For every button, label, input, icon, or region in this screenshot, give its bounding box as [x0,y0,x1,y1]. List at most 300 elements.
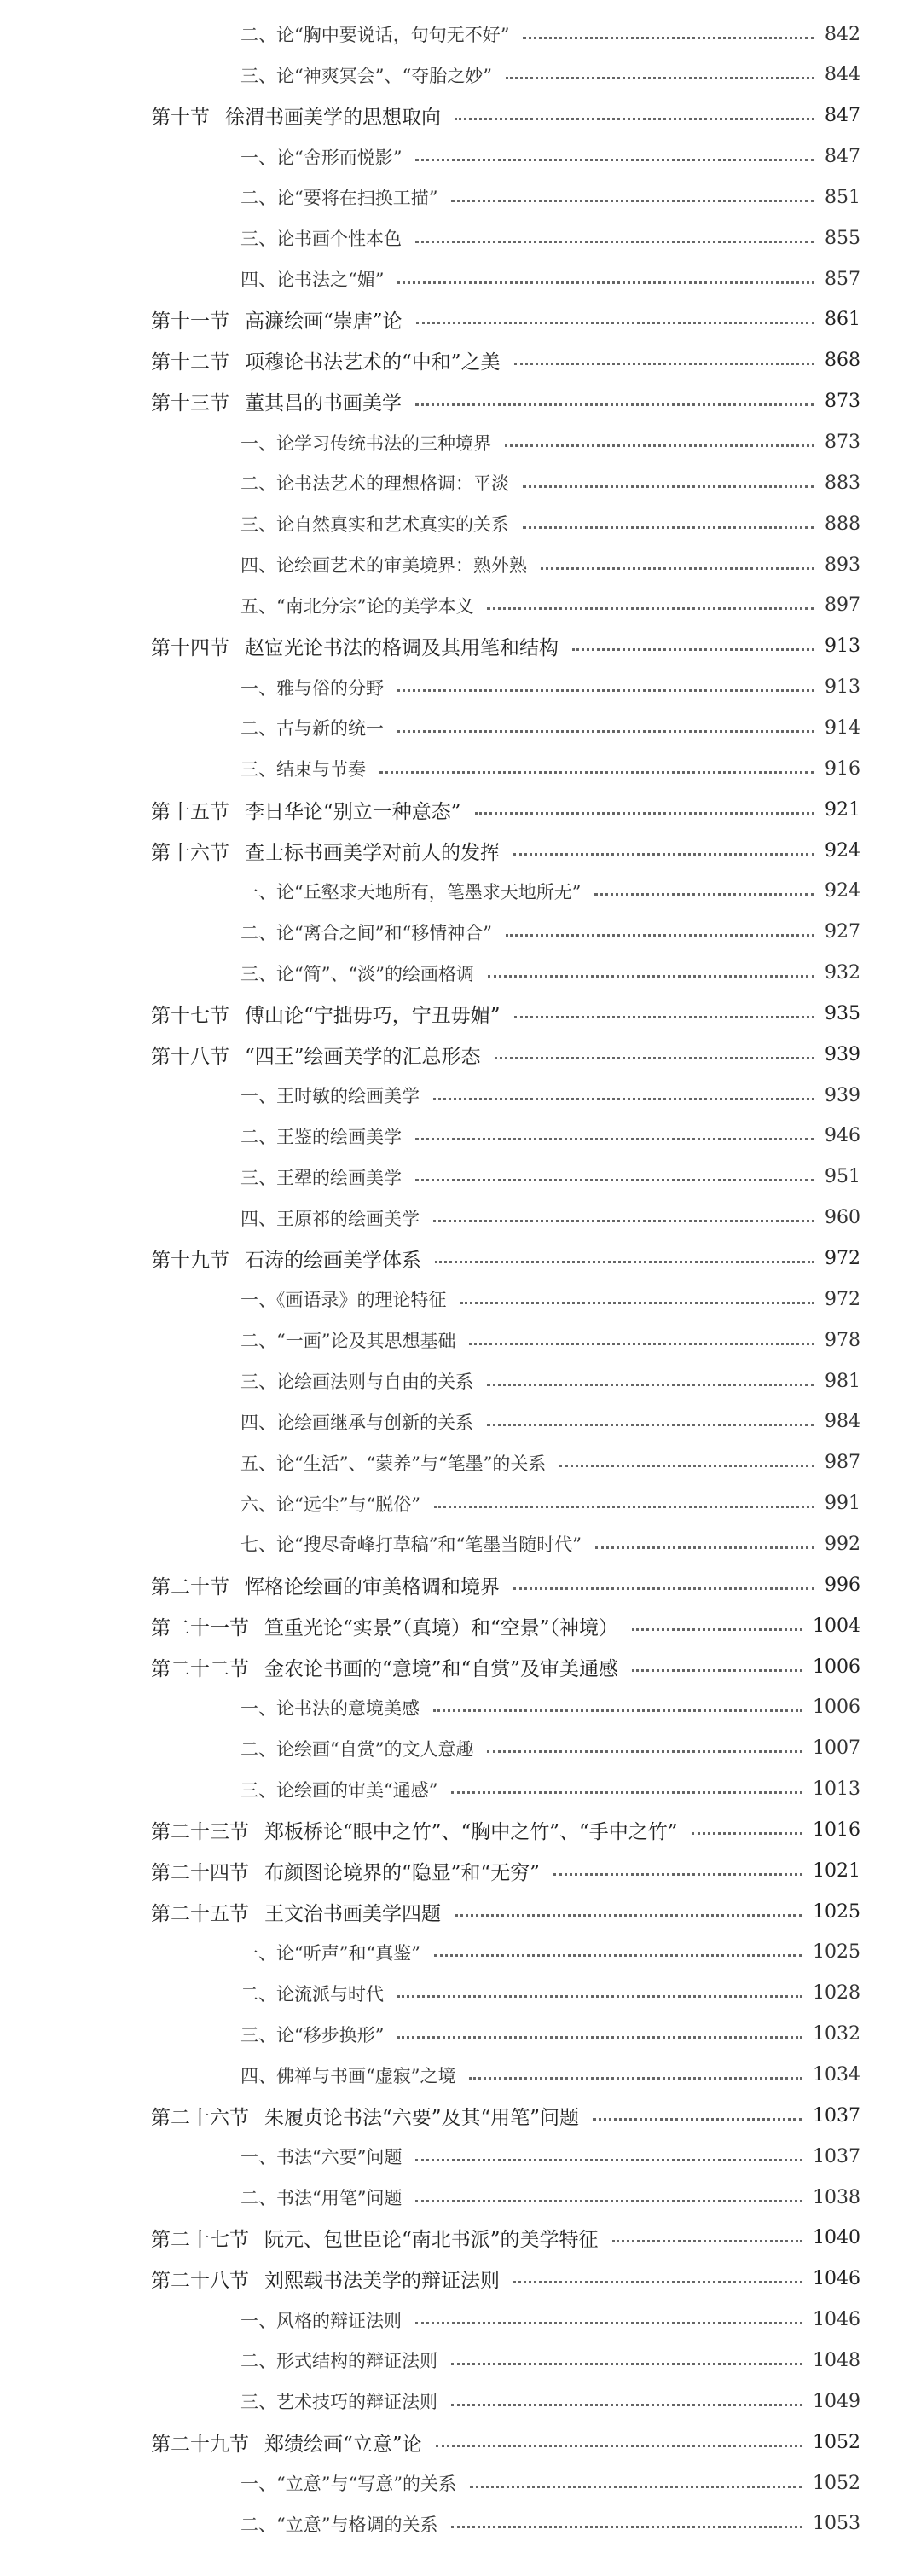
section-number: 第十五节 [151,800,229,823]
dot-leader [612,2240,802,2242]
page-number: 873 [825,391,860,413]
page-number: 932 [825,962,860,984]
section-number: 第二十七节 [151,2229,249,2252]
section-number: 第十四节 [151,637,229,660]
entry-title: 阮元、包世臣论“南北书派”的美学特征 [264,2229,599,2252]
page-number: 960 [825,1207,860,1229]
toc-entry-label [240,1368,473,1394]
toc-entry-label [240,184,437,210]
toc-subsection-entry[interactable] [240,2180,860,2214]
dot-leader [451,200,814,202]
toc-entry-label [240,1531,582,1557]
toc-subsection-entry[interactable] [240,548,860,582]
entry-title: 一、论“听声”和“真鉴” [240,1942,420,1964]
page-number: 857 [825,268,860,290]
section-number: 第十八节 [151,1045,229,1068]
entry-title: 高濂绘画“崇唐”论 [245,310,403,334]
entry-title: 三、艺术技巧的辩证法则 [240,2392,437,2413]
toc-entry-label [240,920,492,945]
toc-subsection-entry[interactable] [240,589,860,623]
toc-subsection-entry[interactable] [240,1976,860,2010]
dot-leader [541,567,814,570]
toc-entry-label [240,225,402,251]
toc-entry-label [240,1491,420,1517]
toc-entry-label [240,2347,437,2373]
entry-title: 二、论书法艺术的理想格调：平淡 [240,473,509,495]
toc-subsection-entry[interactable] [240,1446,860,1480]
toc-entry-label [151,2265,500,2293]
dot-leader [469,1343,814,1345]
toc-entry-label [240,430,491,455]
entry-title: 赵宧光论书法的格调及其用笔和结构 [245,637,559,660]
toc-subsection-entry[interactable] [240,1487,860,1521]
page-number: 1052 [813,2431,860,2453]
toc-subsection-entry[interactable] [240,2507,860,2541]
toc-section-entry[interactable] [151,1568,860,1602]
toc-subsection-entry[interactable] [240,17,860,51]
dot-leader [433,1098,814,1100]
entry-title: 七、论“搜尽奇峰打草稿”和“笔墨当随时代” [240,1535,582,1556]
toc-section-entry[interactable] [151,792,860,827]
dot-leader [416,322,814,324]
page-number: 1025 [813,1900,860,1923]
dot-leader [514,363,814,365]
toc-section-entry[interactable] [151,344,860,378]
entry-title: 四、王原祁的绘画美学 [240,1208,420,1229]
toc-entry-label [151,2224,599,2252]
dot-leader [488,975,814,978]
page-number: 873 [825,432,860,453]
dot-leader [594,893,814,896]
entry-title: 徐渭书画美学的思想取向 [225,107,441,130]
dot-leader [487,1424,814,1426]
toc-entry-label [240,675,384,700]
page-number: 1052 [813,2472,860,2494]
toc-entry-label [151,102,441,130]
dot-leader [415,403,814,406]
toc-entry-label [151,387,402,415]
toc-subsection-entry[interactable] [240,1732,860,1766]
entry-title: 一、《画语录》的理论特征 [240,1290,447,1311]
dot-leader [595,1546,814,1549]
page-number: 1016 [813,1819,860,1841]
page-number: 987 [825,1452,860,1474]
section-number: 第二十节 [151,1575,229,1598]
toc-section-entry[interactable] [151,2221,860,2255]
page-number: 1028 [813,1982,860,2005]
page-number: 1038 [813,2186,860,2208]
entry-title: 一、论“丘壑求天地所有，笔墨求天地所无” [240,881,582,902]
dot-leader [632,1669,802,1672]
toc-entry-label [240,2511,437,2537]
toc-entry-label [240,593,473,618]
dot-leader [487,1750,802,1753]
entry-title: 六、论“远尘”与“脱俗” [240,1494,420,1515]
dot-leader [434,1506,814,1508]
toc-subsection-entry[interactable] [240,1119,860,1153]
toc-subsection-entry[interactable] [240,711,860,745]
toc-subsection-entry[interactable] [240,1323,860,1357]
dot-leader [451,1791,802,1794]
page-number: 1049 [813,2390,860,2412]
page-number: 1006 [813,1656,860,1678]
section-number: 第二十五节 [151,1902,249,1925]
toc-subsection-entry[interactable] [240,956,860,990]
entry-title: 三、王翚的绘画美学 [240,1167,402,1188]
dot-leader [415,241,814,243]
entry-title: 恽格论绘画的审美格调和境界 [245,1575,500,1598]
dot-leader [475,812,814,815]
toc-entry-label [240,1736,473,1761]
toc-section-entry[interactable] [151,1650,860,1684]
entry-title: 三、论“神爽冥会”、“夺胎之妙” [240,65,492,86]
page-number: 868 [825,350,860,372]
toc-entry-label [151,1816,678,1844]
page-number: 851 [825,186,860,208]
entry-title: 项穆论书法艺术的“中和”之美 [245,351,501,374]
toc-section-entry[interactable] [151,1894,860,1929]
toc-subsection-entry[interactable] [240,670,860,705]
toc-entry-label [240,1450,546,1476]
toc-entry-label [151,1857,540,1885]
dot-leader [397,689,814,692]
entry-title: 三、论书画个性本色 [240,229,402,250]
entry-title: 二、论绘画“自赏”的文人意趣 [240,1738,474,1760]
toc-subsection-entry[interactable] [240,426,860,460]
toc-subsection-entry[interactable] [240,2139,860,2173]
toc-entry-label [240,2063,455,2088]
entry-title: 三、论绘画法则与自由的关系 [240,1372,473,1393]
dot-leader [506,77,814,79]
entry-title: 三、论自然真实和艺术真实的关系 [240,514,509,536]
toc-section-entry[interactable] [151,1813,860,1847]
toc-entry-label [240,715,384,740]
toc-entry-label [151,632,559,660]
entry-title: 郑板桥论“眼中之竹”、“胸中之竹”、“手中之竹” [264,1820,678,1843]
toc-subsection-entry[interactable] [240,915,860,949]
dot-leader [513,2281,802,2283]
page-number: 924 [825,880,860,902]
toc-subsection-entry[interactable] [240,262,860,296]
toc-entry-label [240,2307,402,2333]
entry-title: 二、论“胸中要说话，句句无不好” [240,25,510,45]
entry-title: 三、论绘画的审美“通感” [240,1779,438,1801]
toc-subsection-entry[interactable] [240,1691,860,1725]
toc-entry-label [151,2428,422,2457]
page-number: 991 [825,1493,860,1515]
dot-leader [397,2036,802,2039]
dot-leader [415,1179,814,1181]
dot-leader [434,1954,802,1957]
toc-subsection-entry[interactable] [240,58,860,92]
dot-leader [397,1995,802,1998]
dot-leader [451,2404,802,2406]
toc-entry-label [151,1571,500,1599]
section-number: 第二十八节 [151,2270,249,2293]
toc-subsection-entry[interactable] [240,751,860,786]
toc-entry-label [240,2470,456,2496]
entry-title: 一、书法“六要”问题 [240,2147,403,2168]
entry-title: 四、佛禅与书画“虚寂”之境 [240,2065,456,2086]
toc-subsection-entry[interactable] [240,2384,860,2418]
toc-entry-label [240,144,402,170]
toc-subsection-entry[interactable] [240,466,860,500]
page-number: 935 [825,1002,860,1024]
section-number: 第十三节 [151,392,229,415]
section-number: 第二十四节 [151,1861,249,1884]
toc-entry-label [151,796,461,824]
dot-leader [505,444,814,447]
entry-title: 二、形式结构的辩证法则 [240,2351,437,2372]
dot-leader [495,1057,814,1059]
section-number: 第十六节 [151,841,229,864]
page-number: 1040 [813,2227,860,2249]
toc-entry-label [240,2022,384,2047]
entry-title: 四、论绘画继承与创新的关系 [240,1412,473,1433]
toc-entry-label [151,305,403,334]
dot-leader [523,526,814,529]
dot-leader [632,1628,802,1631]
toc-entry-label [240,1205,420,1231]
toc-entry-label [240,960,474,986]
dot-leader [435,1261,814,1263]
toc-subsection-entry[interactable] [240,1364,860,1398]
toc-entry-label [151,1898,441,1926]
dot-leader [572,648,814,651]
toc-entry-label [240,1695,420,1720]
entry-title: 一、王时敏的绘画美学 [240,1086,420,1107]
section-number: 第十一节 [151,310,229,334]
toc-section-entry[interactable] [151,2098,860,2132]
toc-section-entry[interactable] [151,1854,860,1888]
toc-entry-label [151,837,500,865]
dot-leader [559,1465,814,1467]
entry-title: 二、古与新的统一 [240,718,384,740]
entry-title: 查士标书画美学对前人的发挥 [245,841,500,864]
dot-leader [513,853,814,856]
dot-leader [379,771,814,774]
dot-leader [593,2118,802,2121]
dot-leader [415,2200,802,2202]
toc-subsection-entry[interactable] [240,1282,860,1316]
dot-leader [523,37,814,39]
dot-leader [415,2322,802,2324]
dot-leader [487,607,814,610]
dot-leader [469,2077,802,2080]
dot-leader [415,2159,802,2161]
dot-leader [514,1016,814,1018]
toc-section-entry[interactable] [151,833,860,867]
section-number: 第二十九节 [151,2433,249,2456]
page-number: 1053 [813,2513,860,2535]
dot-leader [415,1138,814,1140]
page-number: 1037 [813,2145,860,2167]
toc-entry-label [240,879,581,904]
entry-title: 一、“立意”与“写意”的关系 [240,2474,456,2494]
toc-subsection-entry[interactable] [240,2343,860,2377]
toc-entry-label [240,1327,455,1353]
entry-title: 二、论流派与时代 [240,1983,384,2005]
toc-entry-label [240,2144,402,2169]
toc-subsection-entry[interactable] [240,2303,860,2337]
entry-title: 一、论学习传统书法的三种境界 [240,432,491,454]
toc-subsection-entry[interactable] [240,1772,860,1807]
toc-entry-label [240,21,509,47]
entry-title: 布颜图论境界的“隐显”和“无穷” [264,1861,541,1884]
toc-subsection-entry[interactable] [240,1935,860,1970]
entry-title: 二、书法“用笔”问题 [240,2188,403,2209]
entry-title: 李日华论“别立一种意态” [245,800,461,823]
page-number: 978 [825,1329,860,1351]
dot-leader [397,281,814,284]
entry-title: 一、论书法的意境美感 [240,1697,420,1719]
entry-title: 三、结束与节奏 [240,759,366,780]
entry-title: 三、论“移步换形” [240,2024,385,2045]
dot-leader [433,1220,814,1222]
entry-title: 董其昌的书画美学 [245,392,402,415]
toc-subsection-entry[interactable] [240,1527,860,1561]
page-number: 996 [825,1574,860,1596]
page-number: 1046 [813,2309,860,2331]
entry-title: 四、论绘画艺术的审美境界：熟外熟 [240,555,527,577]
section-number: 第二十六节 [151,2106,249,2129]
toc-section-entry[interactable] [151,1609,860,1643]
toc-entry-label [151,1244,421,1273]
page-number: 1048 [813,2349,860,2371]
toc-entry-label [240,552,527,577]
toc-subsection-entry[interactable] [240,1078,860,1112]
toc-subsection-entry[interactable] [240,140,860,174]
toc-section-entry[interactable] [151,629,860,664]
toc-entry-label [240,1286,447,1312]
toc-section-entry[interactable] [151,99,860,133]
page-number: 939 [825,1084,860,1106]
entry-title: 一、雅与俗的分野 [240,677,384,699]
page-number: 897 [825,595,860,617]
dot-leader [436,2445,802,2447]
section-number: 第十七节 [151,1004,229,1027]
entry-title: 二、“立意”与格调的关系 [240,2514,438,2535]
dot-leader [433,1709,802,1712]
entry-title: 金农论书画的“意境”和“自赏”及审美通感 [264,1657,619,1680]
page-number: 951 [825,1166,860,1188]
toc-subsection-entry[interactable] [240,2466,860,2500]
entry-title: 二、论“要将在扫换工描” [240,188,438,209]
page-number: 1046 [813,2268,860,2290]
dot-leader [451,2363,802,2365]
dot-leader [692,1832,802,1835]
toc-entry-label [240,511,509,537]
toc-section-entry[interactable] [151,1037,860,1071]
entry-title: 一、风格的辩证法则 [240,2310,402,2331]
toc-subsection-entry[interactable] [240,1201,860,1235]
entry-title: 石涛的绘画美学体系 [245,1250,421,1272]
dot-leader [460,1302,815,1304]
page-number: 972 [825,1288,860,1310]
section-number: 第十九节 [151,1250,229,1272]
toc-entry-label [240,1409,473,1435]
page-number: 1034 [813,2064,860,2086]
toc-entry-label [240,1082,420,1108]
dot-leader [487,1384,814,1386]
entry-title: 王文治书画美学四题 [264,1902,441,1925]
page-number: 1004 [813,1615,860,1637]
toc-subsection-entry[interactable] [240,180,860,214]
toc-entry-label [240,1123,402,1149]
page-number: 1006 [813,1697,860,1719]
page-number: 1037 [813,2104,860,2126]
dot-leader [397,730,814,733]
page-number: 972 [825,1248,860,1269]
entry-title: 三、论“简”、“淡”的绘画格调 [240,963,474,984]
page-number: 893 [825,554,860,576]
page-number: 927 [825,921,860,943]
toc-section-entry[interactable] [151,2425,860,2459]
entry-title: 刘熙载书法美学的辩证法则 [264,2270,500,2293]
page-number: 847 [825,146,860,168]
toc-section-entry[interactable] [151,385,860,419]
toc-entry-label [240,266,384,292]
toc-subsection-entry[interactable] [240,2017,860,2051]
toc-section-entry[interactable] [151,996,860,1030]
toc-section-entry[interactable] [151,1242,860,1276]
page-number: 847 [825,105,860,127]
dot-leader [553,1873,802,1876]
page-number: 992 [825,1533,860,1555]
page-number: 1007 [813,1738,860,1760]
toc-subsection-entry[interactable] [240,2058,860,2092]
entry-title: “四王”绘画美学的汇总形态 [245,1045,481,1068]
toc-subsection-entry[interactable] [240,1405,860,1439]
toc-entry-label [151,346,501,374]
entry-title: 四、论书法之“媚” [240,270,385,291]
section-number: 第十节 [151,107,210,130]
entry-title: 二、论“离合之间”和“移情神合” [240,922,492,943]
toc-subsection-entry[interactable] [240,874,860,908]
dot-leader [513,1587,814,1590]
page-number: 861 [825,309,860,331]
page-number: 921 [825,798,860,821]
toc-subsection-entry[interactable] [240,1160,860,1194]
entry-title: 傅山论“宁拙毋巧，宁丑毋媚” [245,1004,501,1027]
dot-leader [415,159,814,161]
entry-title: 朱履贞论书法“六要”及其“用笔”问题 [264,2106,580,2129]
toc-entry-label [151,1000,501,1028]
toc-entry-label [151,1612,618,1640]
toc-subsection-entry[interactable] [240,221,860,255]
page-number: 984 [825,1411,860,1433]
page-number: 1021 [813,1859,860,1882]
section-number: 第十二节 [151,351,229,374]
page-number: 1025 [813,1941,860,1964]
toc-subsection-entry[interactable] [240,507,860,541]
page-number: 844 [825,64,860,86]
dot-leader [451,2526,802,2528]
toc-section-entry[interactable] [151,2262,860,2296]
page-number: 883 [825,472,860,494]
toc-entry-label [151,1041,481,1069]
toc-section-entry[interactable] [151,303,860,337]
page-number: 924 [825,839,860,862]
dot-leader [470,2486,802,2488]
page-number: 855 [825,227,860,249]
page-number: 981 [825,1370,860,1392]
toc-entry-label [240,1777,437,1802]
dot-leader [523,485,814,488]
toc-entry-label [151,1653,618,1681]
entry-title: 五、“南北分宗”论的美学本义 [240,595,474,617]
entry-title: 二、王鉴的绘画美学 [240,1126,402,1147]
